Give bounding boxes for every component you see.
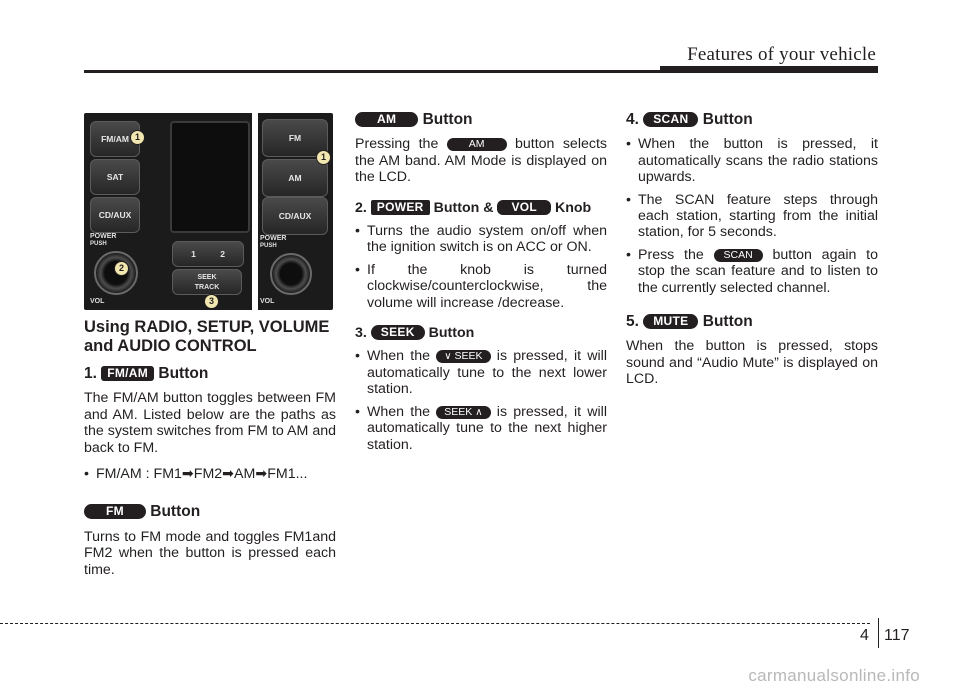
section-3-title xyxy=(355,325,607,341)
section-2-title xyxy=(355,200,607,216)
callout-1-right: 1 xyxy=(316,150,331,165)
power-vol-list xyxy=(355,223,607,311)
section-1-title xyxy=(84,366,336,382)
fmam-description: The FM/AM button toggles between FM and AM. Listed below are the paths as the system switches from FM to AM and back to FM. xyxy=(84,390,336,456)
am-desc-pre: Pressing the xyxy=(355,136,439,153)
column-3 xyxy=(626,112,878,398)
seek-item-up xyxy=(355,404,607,453)
seek-up-pre: When the xyxy=(367,403,431,420)
mute-description: When the button is pressed, stops sound and “Audio Mute” is displayed on LCD. xyxy=(626,338,878,388)
power-vol-item-2: • If the knob is turned clockwise/counterclockwise, the volume will increase /decrease. xyxy=(355,262,607,311)
scan-badge: SCAN xyxy=(643,112,698,127)
seek-up-post: is pressed, it will automatically tune to the next higher station. xyxy=(367,403,607,453)
column-2 xyxy=(355,112,607,463)
seek-down-pre: When the xyxy=(367,348,431,365)
section-1-number: 1. xyxy=(84,365,97,382)
radio-preset-1: 1 xyxy=(191,249,196,259)
am-inline-badge: AM xyxy=(447,138,507,151)
seek-down-label: SEEK xyxy=(454,350,483,363)
chevron-down-icon: ∨ xyxy=(444,351,452,363)
radio-right-vol-label: VOL xyxy=(260,298,275,305)
radio-sat-button: SAT xyxy=(90,159,140,195)
section-3-number: 3. xyxy=(355,325,367,342)
scan-inline-badge: SCAN xyxy=(714,249,763,262)
footer-separator xyxy=(878,618,879,648)
seek-badge: SEEK xyxy=(371,325,425,340)
footer-rule xyxy=(0,623,870,624)
seek-item-down xyxy=(355,348,607,397)
callout-3: 3 xyxy=(204,294,219,309)
seek-list xyxy=(355,348,607,452)
scan-item-3-pre: Press the xyxy=(638,246,704,263)
section-4-number: 4. xyxy=(626,111,639,128)
radio-track-label: TRACK xyxy=(194,284,220,291)
am-badge: AM xyxy=(355,112,418,127)
fmam-path-list xyxy=(84,466,336,482)
am-desc-post: button selects the AM band. AM Mode is displayed on the LCD. xyxy=(355,136,607,186)
radio-right-volume-knob xyxy=(270,253,312,295)
scan-item-2: • The SCAN feature steps through each station, starting from the initial station, for 5 seconds. xyxy=(626,192,878,241)
radio-right-cdaux-button: CD/AUX xyxy=(262,197,328,235)
section-4-title xyxy=(626,112,878,128)
scan-item-3 xyxy=(626,247,878,296)
section-2-mid: Button & xyxy=(433,199,494,216)
section-1-title-text: Button xyxy=(158,365,209,382)
vol-badge: VOL xyxy=(497,200,551,215)
radio-vol-label: VOL xyxy=(90,298,105,305)
radio-preset-2: 2 xyxy=(220,249,225,259)
am-description xyxy=(355,136,607,185)
chapter-number: 4 xyxy=(860,627,869,644)
section-heading: Using RADIO, SETUP, VOLUME and AUDIO CONTROL xyxy=(84,318,330,355)
fmam-path-item: • FM/AM : FM1➡FM2➡AM➡FM1... xyxy=(84,466,336,482)
radio-am-button: AM xyxy=(262,159,328,197)
section-5-title xyxy=(626,314,878,330)
power-vol-item-1: • Turns the audio system on/off when the ignition switch is on ACC or ON. xyxy=(355,223,607,256)
image-divider xyxy=(252,113,258,310)
watermark: carmanualsonline.info xyxy=(748,666,920,685)
seek-down-badge xyxy=(436,350,490,363)
radio-fmam-button: FM/AM xyxy=(90,121,140,157)
chevron-up-icon: ∧ xyxy=(475,406,483,418)
column-1 xyxy=(84,318,336,588)
radio-right-push-label: PUSH xyxy=(260,243,277,249)
page-header-title: Features of your vehicle xyxy=(687,44,876,65)
callout-1-left: 1 xyxy=(130,130,145,145)
scan-list xyxy=(626,136,878,296)
section-5-number: 5. xyxy=(626,313,639,331)
fm-description: Turns to FM mode and toggles FM1and FM2 when the button is pressed each time. xyxy=(84,528,336,578)
seek-up-label: SEEK xyxy=(444,405,473,418)
radio-push-label: PUSH xyxy=(90,241,107,247)
radio-cdaux-button: CD/AUX xyxy=(90,197,140,233)
callout-2: 2 xyxy=(114,261,129,276)
radio-fm-button: FM xyxy=(262,119,328,157)
section-2-end: Knob xyxy=(554,199,592,216)
page-number: 117 xyxy=(884,627,910,644)
fmam-badge: FM/AM xyxy=(101,366,154,381)
radio-seek-track-button xyxy=(172,269,242,295)
fm-badge: FM xyxy=(84,504,146,519)
am-button-title xyxy=(355,112,607,128)
mute-badge: MUTE xyxy=(643,314,698,329)
radio-panel-illustration xyxy=(84,113,333,310)
radio-seek-label: SEEK xyxy=(197,274,217,281)
scan-item-3-post: button again to stop the scan feature and to listen to the currently selected channel. xyxy=(638,246,878,296)
radio-preset-buttons xyxy=(172,241,244,267)
fm-title-text: Button xyxy=(150,503,201,521)
section-4-title-text: Button xyxy=(702,111,753,128)
section-3-title-text: Button xyxy=(428,325,475,342)
power-badge: POWER xyxy=(371,200,430,215)
radio-right-power-label: POWER xyxy=(260,235,287,242)
header-rule-accent xyxy=(660,66,878,73)
fm-button-title xyxy=(84,504,336,520)
section-5-title-text: Button xyxy=(702,313,753,331)
seek-down-post: is pressed, it will automatically tune to the next lower station. xyxy=(367,348,607,398)
radio-power-label: POWER xyxy=(90,233,117,240)
seek-up-badge xyxy=(436,406,490,419)
section-2-number: 2. xyxy=(355,199,367,216)
radio-lcd-screen xyxy=(170,121,250,233)
am-title-text: Button xyxy=(422,111,473,128)
scan-item-1: • When the button is pressed, it automatically scans the radio stations upwards. xyxy=(626,136,878,185)
